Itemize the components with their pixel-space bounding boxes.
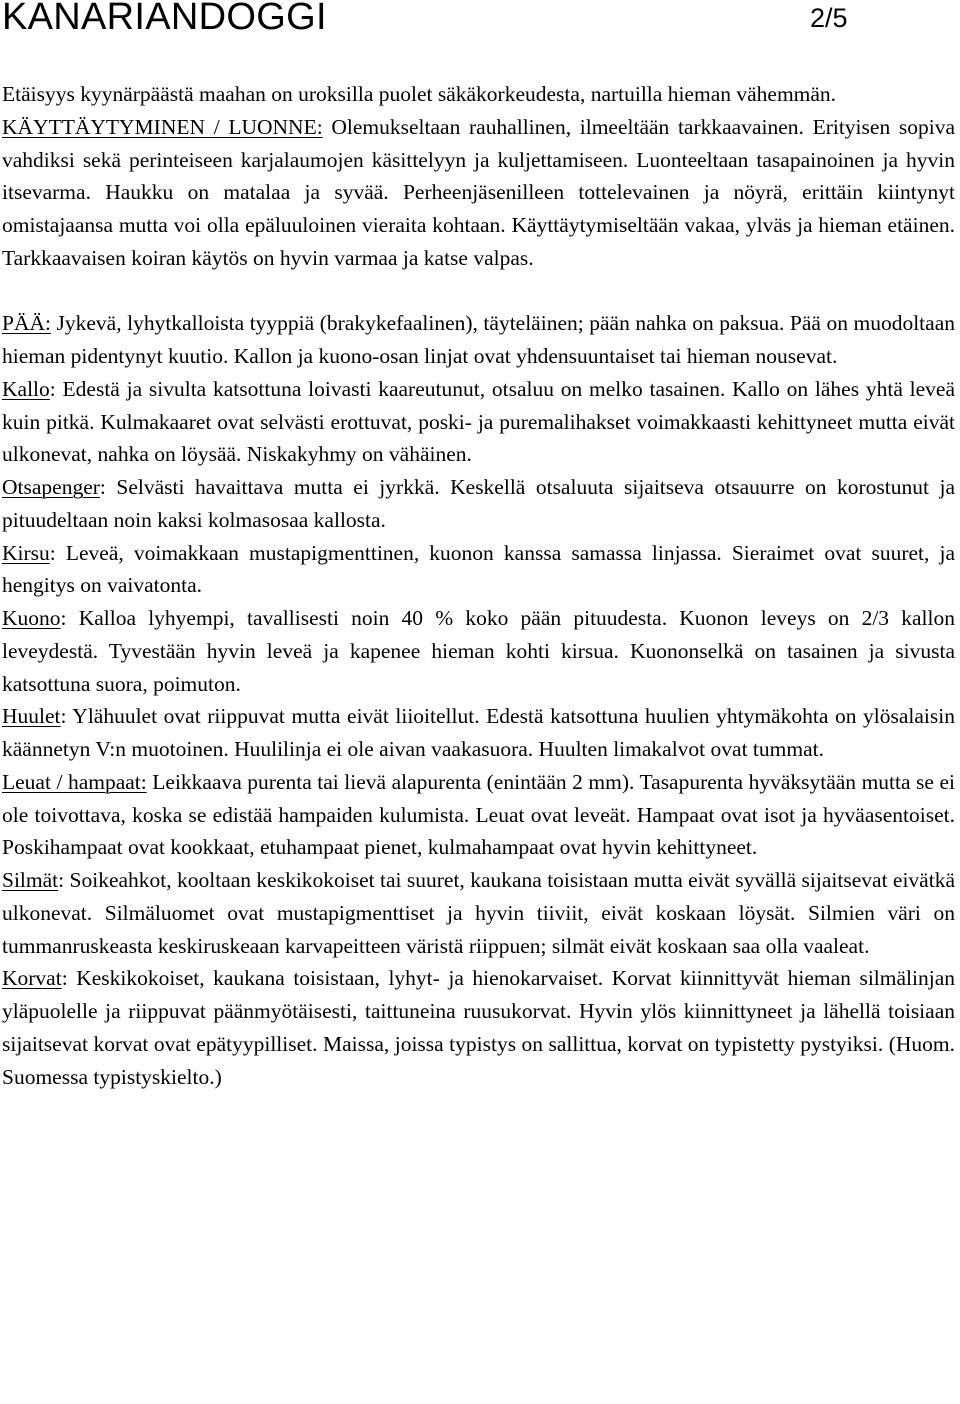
section-label-muzzle: Kuono bbox=[2, 606, 61, 630]
paragraph-text: Etäisyys kyynärpäästä maahan on uroksilla puolet säkäkorkeudesta, nartuilla hieman vähemmän. bbox=[2, 82, 837, 106]
paragraph-text: Jykevä, lyhytkalloista tyyppiä (brakykefaalinen), täyteläinen; pään nahka on paksua. Pää on muodoltaan hieman pidentynyt kuutio. Kallon ja kuono-osan linjat ovat yhdensuuntaiset tai hieman nousevat. bbox=[2, 311, 955, 368]
section-label-eyes: Silmät bbox=[2, 868, 59, 892]
section-label-jaws-teeth: Leuat / hampaat: bbox=[2, 769, 147, 794]
page-header bbox=[2, 0, 960, 42]
section-label-ears: Korvat bbox=[2, 966, 62, 991]
section-label-head: PÄÄ: bbox=[2, 311, 51, 336]
section-label-behaviour: KÄYTTÄYTYMINEN / LUONNE: bbox=[2, 114, 323, 139]
paragraph-nose bbox=[2, 537, 955, 603]
paragraph-text: : Selvästi havaittava mutta ei jyrkkä. Keskellä otsaluuta sijaitseva otsauurre on korostunut ja pituudeltaan noin kaksi kolmasosaa kallosta. bbox=[2, 475, 955, 532]
section-label-stop: Otsapenger bbox=[2, 475, 100, 499]
paragraph-text: : Ylähuulet ovat riippuvat mutta eivät liioitellut. Edestä katsottuna huulien yhtymäkohta on ylösalaisin käännetyn V:n muotoinen. Huulilinja ei ole aivan vaakasuora. Huulten limakalvot ovat tummat. bbox=[2, 704, 955, 761]
document-body bbox=[2, 78, 955, 1093]
paragraph-intro bbox=[2, 78, 955, 111]
paragraph-jaws-teeth bbox=[2, 766, 955, 864]
page-number: 2/5 bbox=[810, 3, 848, 33]
paragraph-behaviour bbox=[2, 111, 955, 275]
document-title: KANARIANDOGGI bbox=[2, 0, 327, 38]
paragraph-stop bbox=[2, 471, 955, 537]
paragraph-eyes bbox=[2, 864, 955, 962]
paragraph-text: : Edestä ja sivulta katsottuna loivasti kaareutunut, otsaluu on melko tasainen. Kallo on lähes yhtä leveä kuin pitkä. Kulmakaaret ovat selvästi erottuvat, poski- ja puremalihakset voimakkaasti kehittyneet mutta eivät ulkonevat, nahka on löysää. Niskakyhmy on vähäinen. bbox=[2, 376, 955, 467]
paragraph-skull bbox=[2, 373, 955, 471]
section-label-skull: Kallo bbox=[2, 376, 50, 401]
paragraph-text: Olemukseltaan rauhallinen, ilmeeltään tarkkaavainen. Erityisen sopiva vahdiksi sekä perinteiseen karjalaumojen käsittelyyn ja kuljettamiseen. Luonteeltaan tasapainoinen ja hyvin itsevarma. Haukku on matalaa ja syvää. Perheenjäsenilleen tottelevainen ja nöyrä, erittäin kiintynyt omistajaansa mutta voi olla epäluuloinen vieraita kohtaan. Käyttäytymiseltään vakaa, ylväs ja hieman etäinen. Tarkkaavaisen koiran käytös on hyvin varmaa ja katse valpas. bbox=[2, 114, 955, 270]
paragraph-muzzle bbox=[2, 602, 955, 700]
paragraph-spacer bbox=[2, 275, 955, 308]
paragraph-text: Leikkaava purenta tai lievä alapurenta (enintään 2 mm). Tasapurenta hyväksytään mutta se ei ole toivottava, koska se edistää hampaiden kulumista. Leuat ovat leveät. Hampaat ovat isot ja hyväasentoiset. Poskihampaat ovat kookkaat, etuhampaat pienet, kulmahampaat ovat hyvin kehittyneet. bbox=[2, 769, 955, 860]
section-label-lips: Huulet bbox=[2, 704, 61, 729]
paragraph-lips bbox=[2, 700, 955, 766]
paragraph-ears bbox=[2, 962, 955, 1093]
paragraph-text: : Leveä, voimakkaan mustapigmenttinen, kuonon kanssa samassa linjassa. Sieraimet ovat suuret, ja hengitys on vaivatonta. bbox=[2, 540, 955, 598]
paragraph-text: : Keskikokoiset, kaukana toisistaan, lyhyt- ja hienokarvaiset. Korvat kiinnittyvät hieman silmälinjan yläpuolelle ja riippuvat päänmyötäisesti, taittuneina ruusukorvat. Hyvin ylös kiinnittyneet ja lähellä toisiaan sijaitsevat korvat ovat epätyypilliset. Maissa, joissa typistys on sallittua, korvat on typistetty pystyiksi. (Huom. Suomessa typistyskielto.) bbox=[2, 966, 955, 1089]
section-label-nose: Kirsu bbox=[2, 540, 50, 565]
paragraph-text: : Kalloa lyhyempi, tavallisesti noin 40 % koko pään pituudesta. Kuonon leveys on 2/3 kallon leveydestä. Tyvestään hyvin leveä ja kapenee hieman kohti kirsua. Kuononselkä on tasainen ja sivusta katsottuna suora, poimuton. bbox=[2, 606, 955, 696]
paragraph-text: : Soikeahkot, kooltaan keskikokoiset tai suuret, kaukana toisistaan mutta eivät syvällä sijaitsevat eivätkä ulkonevat. Silmäluomet ovat mustapigmenttiset ja hyvin tiiviit, eivät koskaan löysät. Silmien väri on tummanruskeasta keskiruskeaan karvapeitteen väristä riippuen; silmät eivät koskaan saa olla vaaleat. bbox=[2, 868, 955, 958]
paragraph-head bbox=[2, 307, 955, 373]
